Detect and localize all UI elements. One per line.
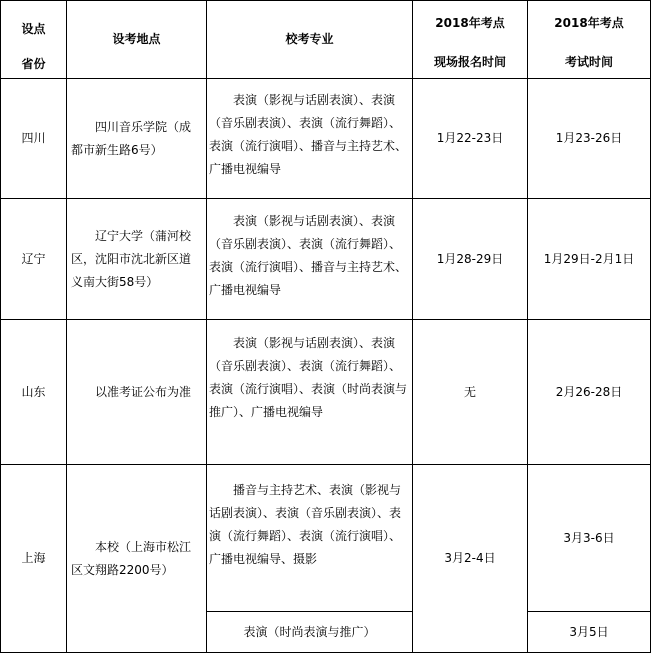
province-text: 山东	[21, 384, 46, 399]
header-location-text: 设考地点	[112, 32, 161, 46]
majors-text: 表演（影视与话剧表演）、表演（音乐剧表演）、表演（流行舞蹈）、表演（流行演唱）、播音与主持艺术、广播电视编导	[209, 93, 408, 176]
header-location	[67, 1, 206, 78]
location-cell	[67, 199, 206, 319]
majors-cell	[207, 89, 412, 181]
reg-time-text: 1月28-29日	[436, 251, 504, 266]
reg-time-cell	[413, 320, 527, 464]
reg-time-text: 3月2-4日	[444, 551, 496, 565]
exam-time-cell	[528, 199, 650, 319]
province-text: 上海	[21, 551, 46, 565]
location-cell	[67, 79, 206, 198]
majors-cell	[207, 332, 412, 424]
province-text: 辽宁	[21, 251, 46, 266]
majors-cell	[207, 479, 412, 571]
header-province-line1: 设点	[21, 22, 46, 36]
location-text: 以准考证公布为准	[95, 384, 192, 399]
header-province	[1, 18, 66, 76]
header-exam-time	[528, 12, 650, 74]
header-reg-line2: 现场报名时间	[433, 55, 506, 69]
exam-time-sub-text: 3月5日	[569, 624, 609, 639]
location-cell	[67, 320, 206, 464]
exam-time-text: 1月29日-2月1日	[543, 251, 635, 266]
header-province-line2: 省份	[21, 57, 46, 71]
header-exam-line2: 考试时间	[564, 55, 613, 69]
province-cell	[1, 465, 66, 652]
majors-sub-text: 表演（时尚表演与推广）	[243, 624, 376, 639]
header-reg-line1: 2018年考点	[435, 16, 505, 30]
reg-time-text: 无	[463, 384, 476, 399]
reg-time-cell	[413, 79, 527, 198]
majors-sub-cell	[207, 612, 412, 652]
province-cell	[1, 320, 66, 464]
province-cell	[1, 199, 66, 319]
header-exam-line1: 2018年考点	[554, 16, 624, 30]
exam-time-text: 3月3-6日	[563, 530, 615, 545]
exam-time-text: 2月26-28日	[555, 384, 623, 399]
province-text: 四川	[21, 131, 46, 145]
exam-time-sub-cell	[528, 612, 650, 652]
header-reg-time	[413, 12, 527, 74]
exam-time-cell	[528, 79, 650, 198]
reg-time-text: 1月22-23日	[436, 131, 504, 145]
majors-text: 播音与主持艺术、表演（影视与话剧表演）、表演（音乐剧表演）、表演（流行舞蹈）、表演（流行演唱）、广播电视编导、摄影	[209, 483, 402, 566]
province-cell	[1, 79, 66, 198]
header-major-text: 校考专业	[285, 32, 334, 46]
location-cell	[67, 465, 206, 652]
reg-time-cell	[413, 199, 527, 319]
location-text: 辽宁大学（蒲河校区，沈阳市沈北新区道义南大街58号）	[71, 228, 192, 289]
reg-time-cell	[413, 465, 527, 652]
majors-text: 表演（影视与话剧表演）、表演（音乐剧表演）、表演（流行舞蹈）、表演（流行演唱）、播音与主持艺术、广播电视编导	[209, 214, 408, 297]
header-major	[207, 1, 412, 78]
exam-time-cell	[528, 320, 650, 464]
location-text: 四川音乐学院（成都市新生路6号）	[71, 119, 192, 157]
exam-time-text: 1月23-26日	[555, 131, 623, 145]
exam-time-cell	[528, 465, 650, 611]
location-text: 本校（上海市松江区文翔路2200号）	[71, 539, 192, 577]
majors-cell	[207, 210, 412, 302]
majors-text: 表演（影视与话剧表演）、表演（音乐剧表演）、表演（流行舞蹈）、表演（流行演唱）、表演（时尚表演与推广）、广播电视编导	[209, 336, 408, 419]
